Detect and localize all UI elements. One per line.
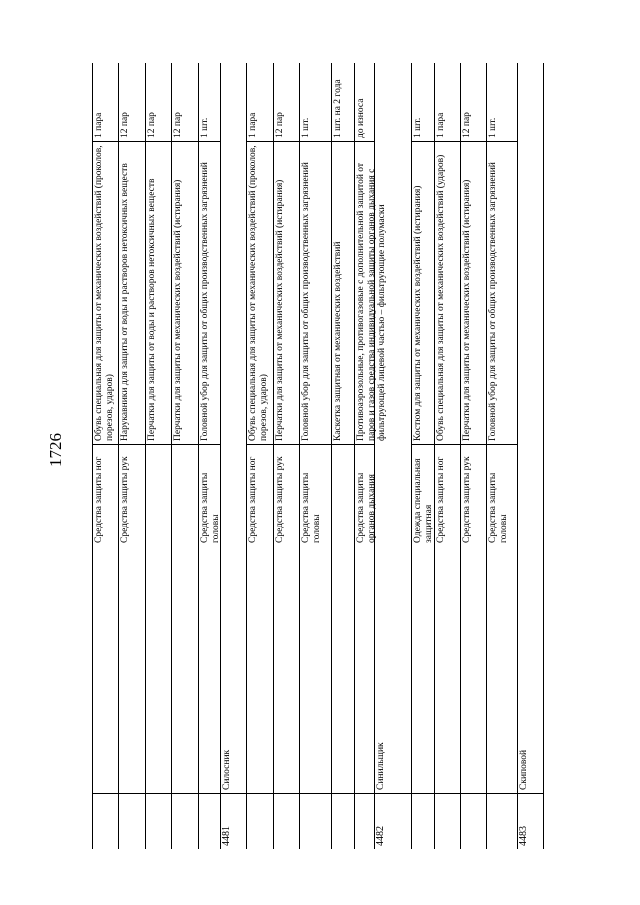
item-cell: Нарукавники для защиты от воды и растворов нетоксичных веществ xyxy=(119,163,130,441)
item-cell: Перчатки для защиты от механических воздействий (истирания) xyxy=(461,179,472,441)
cell-divider xyxy=(273,793,299,794)
item-cell: Головной убор для защиты от общих производственных загрязнений xyxy=(199,162,210,441)
cell-divider xyxy=(299,141,331,142)
item-cell: Обувь специальная для защиты от механических воздействий (проколов, порезов, ударов) xyxy=(94,145,115,441)
item-cell: Каскетка защитная от механических воздействий xyxy=(332,241,343,441)
profession-cell: Скиповой xyxy=(519,749,530,790)
qty-cell: 12 пар xyxy=(173,112,184,138)
cell-divider xyxy=(299,793,331,794)
cell-divider xyxy=(246,444,273,445)
cell-divider xyxy=(354,444,374,445)
code-cell: 4483 xyxy=(518,826,530,846)
qty-cell: 1 шт. xyxy=(199,117,210,138)
cell-divider xyxy=(411,793,434,794)
type-cell: Средства защиты головы xyxy=(199,472,221,543)
cell-divider xyxy=(198,444,220,445)
cell-divider xyxy=(171,793,197,794)
cell-divider xyxy=(299,444,331,445)
cell-divider xyxy=(411,444,434,445)
cell-divider xyxy=(354,793,374,794)
type-cell: Средства защиты рук xyxy=(274,456,285,543)
cell-divider xyxy=(331,793,354,794)
cell-divider xyxy=(374,793,412,794)
type-cell: Средства защиты головы xyxy=(488,472,509,543)
type-cell: Средства защиты ног xyxy=(247,456,258,543)
cell-divider xyxy=(486,141,517,142)
qty-cell: 1 шт. xyxy=(488,117,499,138)
qty-cell: 12 пар xyxy=(461,112,472,138)
cell-divider xyxy=(92,141,118,142)
item-cell: Костюм для защиты от механических воздействий (истирания) xyxy=(413,185,424,441)
cell-divider xyxy=(273,444,299,445)
profession-cell: Синильщик xyxy=(375,742,386,790)
item-cell: Перчатки для защиты от механических воздействий (истирания) xyxy=(274,179,285,441)
cell-divider xyxy=(171,444,197,445)
type-cell: Средства защиты ног xyxy=(94,456,104,543)
code-cell: 4482 xyxy=(374,826,386,846)
cell-divider xyxy=(198,793,220,794)
cell-divider xyxy=(145,793,171,794)
qty-cell: 1 шт. xyxy=(301,117,312,138)
qty-cell: 1 пара xyxy=(436,112,447,138)
cell-divider xyxy=(434,793,460,794)
cell-divider xyxy=(92,444,118,445)
type-cell: Средства защиты рук xyxy=(461,456,472,543)
qty-cell: 1 пара xyxy=(247,112,258,138)
item-cell: Перчатки для защиты от воды и растворов нетоксичных веществ xyxy=(146,178,157,441)
cell-divider xyxy=(118,444,145,445)
type-cell: Средства защиты ног xyxy=(436,456,447,543)
type-cell: Средства защиты органов дыхания xyxy=(356,472,377,543)
cell-divider xyxy=(198,141,220,142)
qty-cell: 1 шт. xyxy=(413,117,424,138)
cell-divider xyxy=(460,793,486,794)
item-cell: Обувь специальная для защиты от механических воздействий (ударов) xyxy=(436,154,447,441)
cell-divider xyxy=(246,141,273,142)
cell-divider xyxy=(486,444,517,445)
qty-cell: 12 пар xyxy=(146,112,157,138)
cell-divider xyxy=(220,793,246,794)
cell-divider xyxy=(246,793,273,794)
cell-divider xyxy=(460,141,486,142)
cell-divider xyxy=(273,141,299,142)
cell-divider xyxy=(92,793,118,794)
item-cell: Обувь специальная для защиты от механических воздействий (проколов, порезов, ударов) xyxy=(247,145,269,441)
cell-divider xyxy=(434,444,460,445)
type-cell: Одежда специальная защитная xyxy=(413,458,434,543)
cell-divider xyxy=(145,141,171,142)
item-cell: Головной убор для защиты от общих производственных загрязнений xyxy=(301,162,312,441)
page-number: 1726 xyxy=(46,433,65,467)
type-cell: Средства защиты головы xyxy=(301,472,322,543)
item-cell: Перчатки для защиты от механических воздействий (истирания) xyxy=(173,179,184,441)
cell-divider xyxy=(460,444,486,445)
qty-cell: 12 пар xyxy=(119,112,130,138)
profession-cell: Силосник xyxy=(222,749,233,790)
cell-divider xyxy=(331,141,354,142)
qty-cell: 1 шт. на 2 года xyxy=(332,79,343,138)
ppe-table xyxy=(92,63,558,849)
cell-divider xyxy=(434,141,460,142)
item-cell: Головной убор для защиты от общих производственных загрязнений xyxy=(488,162,499,441)
cell-divider xyxy=(118,141,145,142)
cell-divider xyxy=(517,793,544,794)
qty-cell: до износа xyxy=(356,98,367,138)
qty-cell: 12 пар xyxy=(274,112,285,138)
qty-cell: 1 пара xyxy=(94,112,104,138)
type-cell: Средства защиты рук xyxy=(119,456,130,543)
cell-divider xyxy=(145,444,171,445)
code-cell: 4481 xyxy=(221,826,233,846)
cell-divider xyxy=(411,141,434,142)
cell-divider xyxy=(486,793,517,794)
item-cell: Противоаэрозольные, противогазовые с дополнительной защитой от паров и газов средства индивидуальной защиты органов дыхания с фильтрующей лицевой частью – фильтрующие полумаски xyxy=(356,162,388,441)
cell-divider xyxy=(171,141,197,142)
cell-divider xyxy=(331,444,354,445)
cell-divider xyxy=(354,141,374,142)
cell-divider xyxy=(118,793,145,794)
